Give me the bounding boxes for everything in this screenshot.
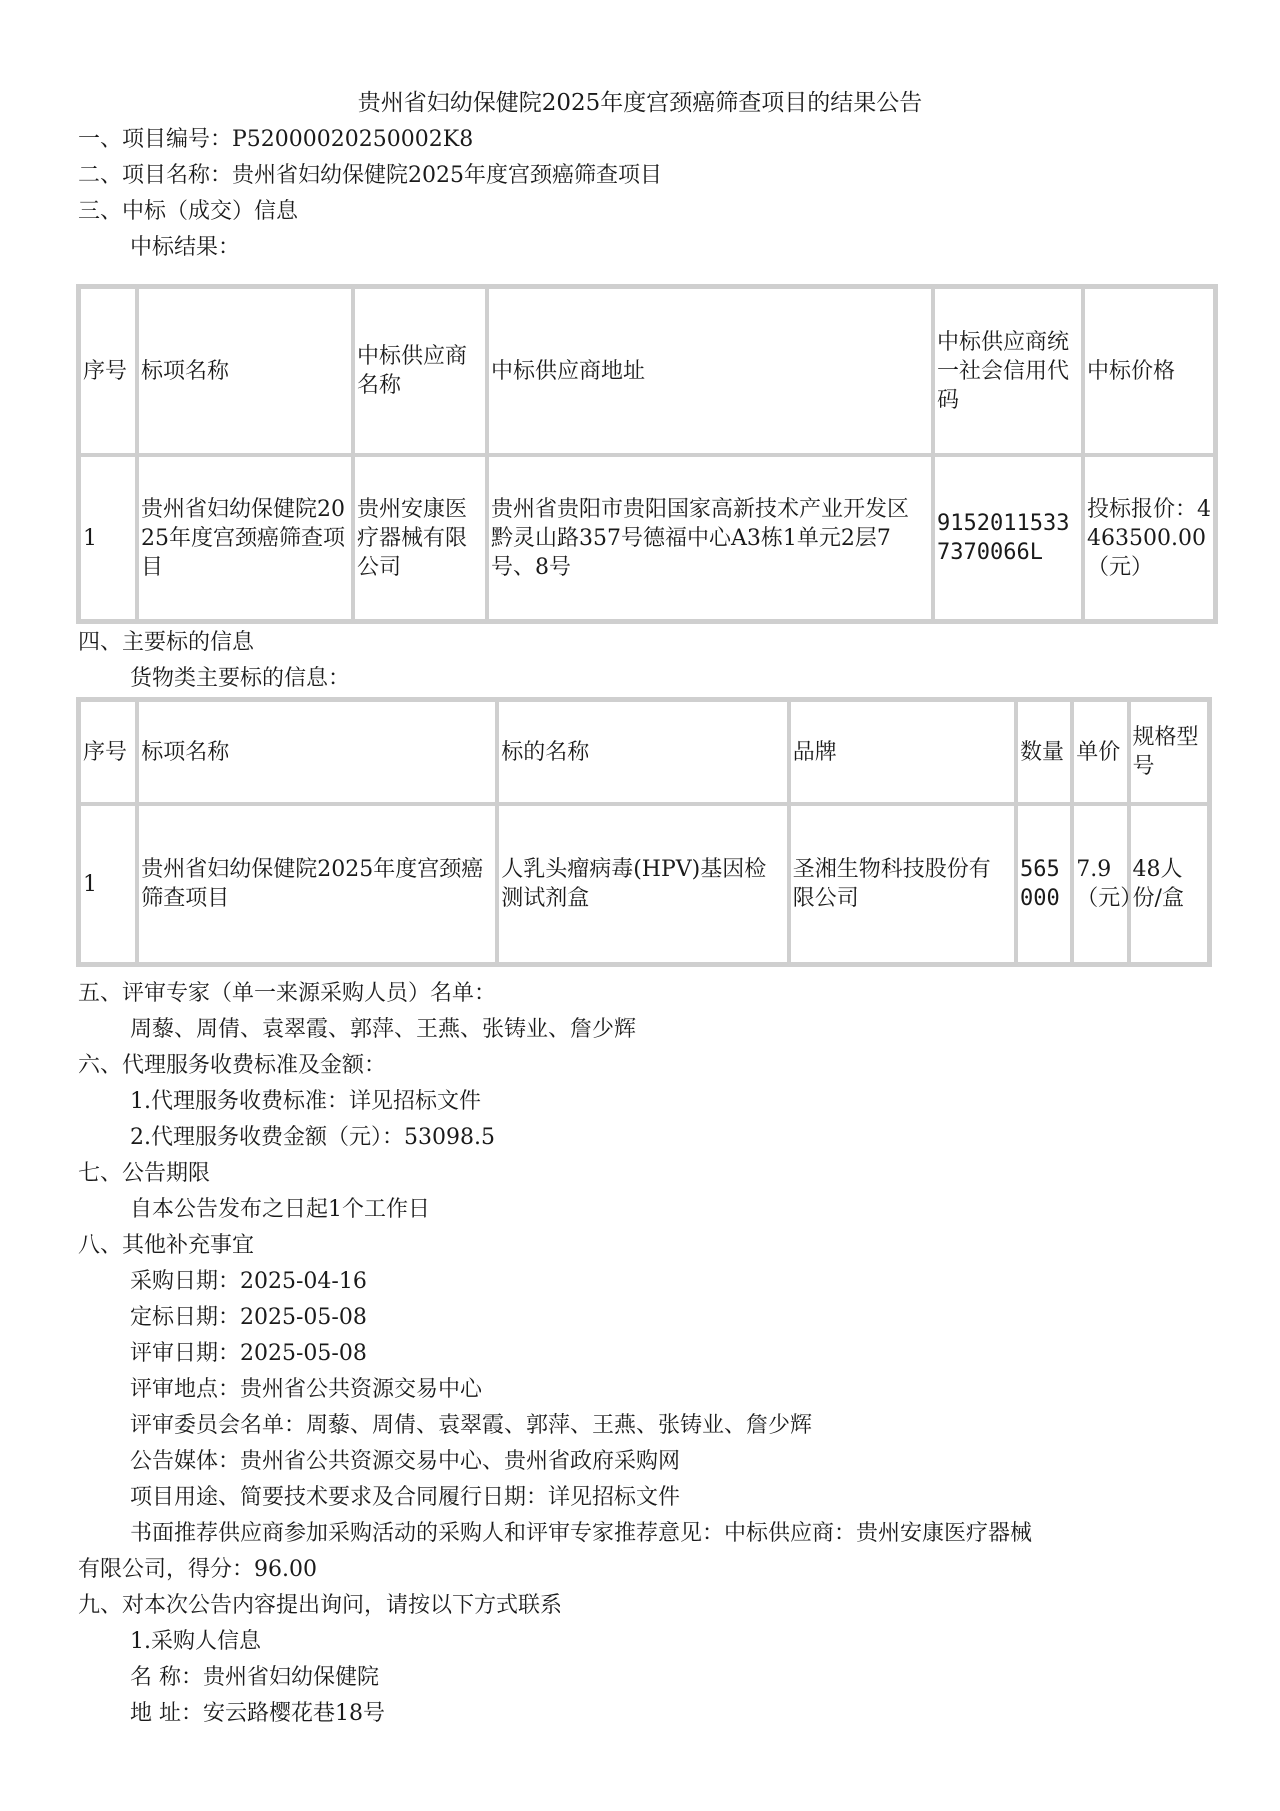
cell-no: 1 xyxy=(79,804,137,964)
header-goods: 标的名称 xyxy=(497,700,789,804)
cell-qty: 565000 xyxy=(1016,804,1072,964)
cell-brand: 圣湘生物科技股份有限公司 xyxy=(789,804,1016,964)
cell-unit-price: 7.9（元） xyxy=(1072,804,1128,964)
goods-table xyxy=(76,697,1212,967)
cell-price: 投标报价：4463500.00（元） xyxy=(1083,455,1215,621)
agency-fee-amount: 2.代理服务收费金额（元）：53098.5 xyxy=(130,1125,495,1150)
header-qty: 数量 xyxy=(1016,700,1072,804)
award-table xyxy=(76,284,1218,624)
header-unit-price: 单价 xyxy=(1072,700,1128,804)
page-title: 贵州省妇幼保健院2025年度宫颈癌筛查项目的结果公告 xyxy=(357,90,923,116)
cell-credit-code: 91520115337370066L xyxy=(933,455,1083,621)
list-item: 项目用途、简要技术要求及合同履行日期：详见招标文件 xyxy=(130,1485,681,1510)
cell-item: 贵州省妇幼保健院2025年度宫颈癌筛查项目 xyxy=(137,804,497,964)
header-spec: 规格型号 xyxy=(1129,700,1209,804)
cell-spec: 48人份/盒 xyxy=(1129,804,1209,964)
header-item: 标项名称 xyxy=(137,287,353,455)
header-price: 中标价格 xyxy=(1083,287,1215,455)
section-experts: 五、评审专家（单一来源采购人员）名单： xyxy=(78,981,497,1006)
header-item: 标项名称 xyxy=(137,700,497,804)
section-agency-fee: 六、代理服务收费标准及金额： xyxy=(78,1053,387,1078)
cell-item: 贵州省妇幼保健院2025年度宫颈癌筛查项目 xyxy=(137,455,353,621)
cell-no: 1 xyxy=(79,455,137,621)
section-project-number: 一、项目编号：P52000020250002K8 xyxy=(78,127,474,152)
award-table-header xyxy=(79,287,1215,455)
list-item: 评审委员会名单：周藜、周倩、袁翠霞、郭萍、王燕、张铸业、詹少辉 xyxy=(130,1413,813,1438)
cell-supplier: 贵州安康医疗器械有限公司 xyxy=(353,455,487,621)
cell-goods: 人乳头瘤病毒(HPV)基因检测试剂盒 xyxy=(497,804,789,964)
section-notice-period: 七、公告期限 xyxy=(78,1161,211,1186)
header-credit-code: 中标供应商统一社会信用代码 xyxy=(933,287,1083,455)
section-project-name: 二、项目名称：贵州省妇幼保健院2025年度宫颈癌筛查项目 xyxy=(78,163,662,188)
section-main-goods: 四、主要标的信息 xyxy=(78,630,255,655)
table-row xyxy=(79,455,1215,621)
purchaser-address: 地 址：安云路樱花巷18号 xyxy=(130,1701,385,1726)
list-item: 公告媒体：贵州省公共资源交易中心、贵州省政府采购网 xyxy=(130,1449,681,1474)
list-item: 定标日期：2025-05-08 xyxy=(130,1305,367,1330)
list-item: 书面推荐供应商参加采购活动的采购人和评审专家推荐意见：中标供应商：贵州安康医疗器械 xyxy=(130,1521,1033,1546)
list-item: 评审日期：2025-05-08 xyxy=(130,1341,367,1366)
header-supplier: 中标供应商名称 xyxy=(353,287,487,455)
section-award-info: 三、中标（成交）信息 xyxy=(78,199,299,224)
purchaser-name: 名 称：贵州省妇幼保健院 xyxy=(130,1665,379,1690)
award-result-label: 中标结果： xyxy=(130,235,241,260)
header-address: 中标供应商地址 xyxy=(487,287,933,455)
section-contact: 九、对本次公告内容提出询问，请按以下方式联系 xyxy=(78,1593,563,1618)
header-no: 序号 xyxy=(79,287,137,455)
goods-table-header xyxy=(79,700,1209,804)
list-item-wrap: 有限公司，得分：96.00 xyxy=(78,1557,317,1582)
purchaser-info-label: 1.采购人信息 xyxy=(130,1629,261,1654)
section-other-matters: 八、其他补充事宜 xyxy=(78,1233,255,1258)
expert-names: 周藜、周倩、袁翠霞、郭萍、王燕、张铸业、詹少辉 xyxy=(130,1017,637,1042)
notice-period-text: 自本公告发布之日起1个工作日 xyxy=(130,1197,430,1222)
table-row xyxy=(79,804,1209,964)
goods-info-label: 货物类主要标的信息： xyxy=(130,666,351,691)
header-brand: 品牌 xyxy=(789,700,1016,804)
list-item: 评审地点：贵州省公共资源交易中心 xyxy=(130,1377,483,1402)
list-item: 采购日期：2025-04-16 xyxy=(130,1269,367,1294)
agency-fee-standard: 1.代理服务收费标准：详见招标文件 xyxy=(130,1089,481,1114)
header-no: 序号 xyxy=(79,700,137,804)
cell-address: 贵州省贵阳市贵阳国家高新技术产业开发区黔灵山路357号德福中心A3栋1单元2层7号、8号 xyxy=(487,455,933,621)
